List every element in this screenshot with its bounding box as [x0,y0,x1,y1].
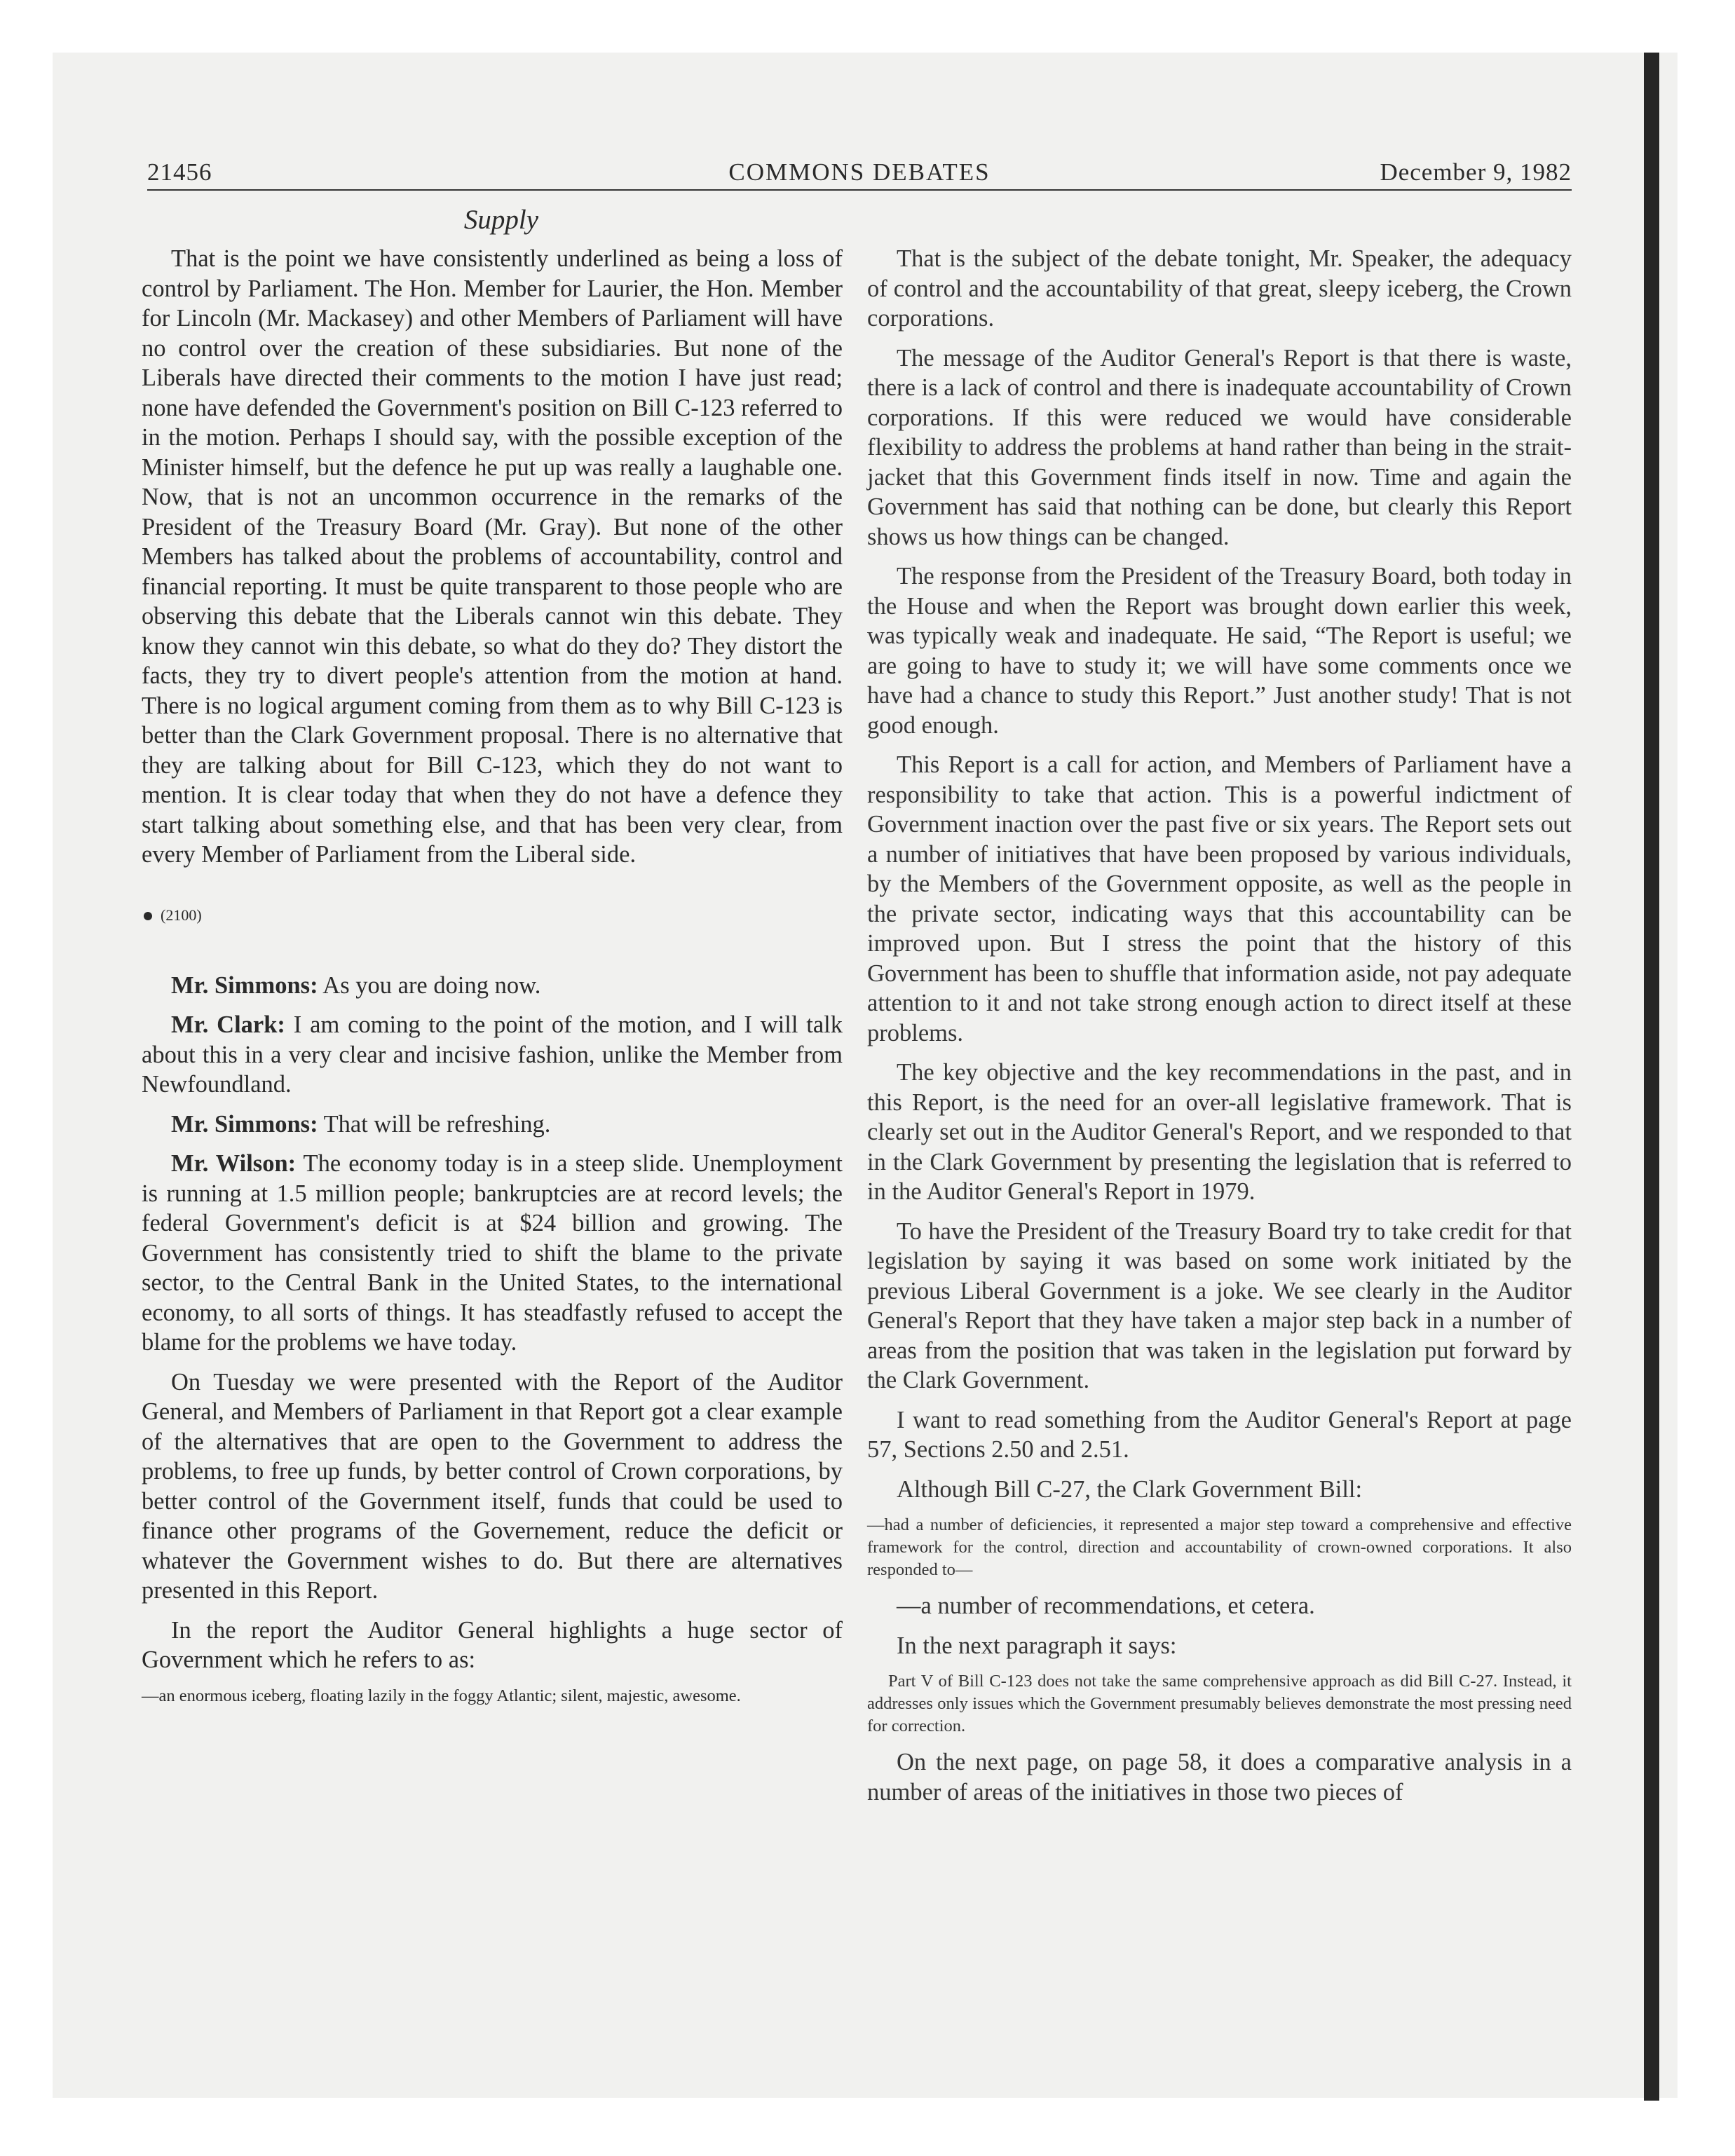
speech-text: I am coming to the point of the motion, and I will talk about this in a very clear and incisive fashion, unlike the Member from Newfoundland. [142,1011,843,1098]
speaker-name: Mr. Wilson: [171,1150,297,1177]
paragraph: The key objective and the key recommendations in the past, and in this Report, is the need for an over-all legislative framework. That is clearly set out in the Auditor General's Report, and we responded to that in the Clark Government by presenting the legislation that is referred to in the Auditor General's Report in 1979. [867,1059,1572,1205]
right-column [867,244,1572,1807]
time-marker-text: (2100) [161,906,202,924]
paragraph: That is the point we have consistently underlined as being a loss of control by Parliament. The Hon. Member for Laurier, the Hon. Member for Lincoln (Mr. Mackasey) and other Members of Parliament will have no control over the creation of these subsidiaries. But none of the Liberals have directed their comments to the motion I have just read; none have defended the Government's position on Bill C-123 referred to in the motion. Perhaps I should say, with the possible exception of the Minister himself, but the defence he put up was really a laughable one. Now, that is not an uncommon occurrence in the remarks of the President of the Treasury Board (Mr. Gray). But none of the other Members has talked about the problems of accountability, control and financial reporting. It must be quite transparent to those people who are observing this debate that the Liberals cannot win this debate. They know they cannot win this debate, so what do they do? They distort the facts, they try to divert people's attention from the motion at hand. There is no logical argument coming from them as to why Bill C-123 is better than the Clark Government proposal. There is no alternative that they are talking about for Bill C-123, which they do not want to mention. It is clear today that when they do not have a defence they start talking about something else, and that has been very clear, from every Member of Parliament from the Liberal side. [142,245,843,868]
speech-text: As you are doing now. [318,971,541,999]
publication-date: December 9, 1982 [1380,158,1572,186]
block-quote: —an enormous iceberg, floating lazily in the foggy Atlantic; silent, majestic, awesome. [142,1686,741,1705]
running-header [147,156,1572,191]
speaker-name: Mr. Simmons: [171,971,318,999]
block-quote: Part V of Bill C-123 does not take the same comprehensive approach as did Bill C-27. Instead, it addresses only issues which the Government presumably believes demonstrate the most pressing need for correction. [867,1672,1572,1735]
paragraph: On Tuesday we were presented with the Report of the Auditor General, and Members of Parliament in that Report got a clear example of the alternatives that are open to the Government to address the problems, to free up funds, by better control of Crown corporations, by better control of the Government itself, funds that could be used to finance other programs of the Governement, reduce the deficit or whatever the Government wishes to do. But there are alternatives presented in this Report. [142,1368,843,1604]
paragraph: In the report the Auditor General highlights a huge sector of Government which he refers to as: [142,1616,843,1673]
speech-simmons [142,1110,843,1140]
speaker-name: Mr. Clark: [171,1011,285,1038]
speech-wilson [142,1149,843,1358]
page-number: 21456 [147,158,212,186]
paragraph: In the next paragraph it says: [897,1632,1177,1659]
paragraph: That is the subject of the debate tonight, Mr. Speaker, the adequacy of control and the accountability of that great, sleepy iceberg, the Crown corporations. [867,245,1572,332]
speaker-name: Mr. Simmons: [171,1110,318,1138]
time-marker [142,905,843,926]
speech-text: That will be refreshing. [318,1110,551,1138]
paragraph: On the next page, on page 58, it does a comparative analysis in a number of areas of the initiatives in those two pieces of [867,1749,1572,1806]
paragraph: To have the President of the Treasury Board try to take credit for that legislation by saying it was based on some work initiated by the previous Liberal Government is a joke. We see clearly in the Auditor General's Report that they have taken a major step back in a number of areas from the position that was taken in the legislation put forward by the Clark Government. [867,1217,1572,1393]
speech-simmons [142,971,843,1001]
left-column [142,244,843,1707]
paragraph: Although Bill C-27, the Clark Government Bill: [897,1475,1363,1503]
section-title: Supply [463,205,539,235]
speech-text: The economy today is in a steep slide. Unemployment is running at 1.5 million people; bankruptcies are at record levels; the federal Government's deficit is at $24 billion and growing. The Government has consistently tried to shift the blame to the private sector, to the Central Bank in the United States, to the international economy, to all sorts of things. It has steadfastly refused to accept the blame for the problems we have today. [142,1150,843,1356]
paragraph: —a number of recommendations, et cetera. [897,1592,1315,1619]
paragraph: The response from the President of the Treasury Board, both today in the House and when the Report was brought down earlier this week, was typically weak and inadequate. He said, “The Report is useful; we are going to have to study it; we will have some comments once we have had a chance to study this Report.” Just another study! That is not good enough. [867,563,1572,739]
publication-title: COMMONS DEBATES [728,158,991,186]
paragraph: This Report is a call for action, and Members of Parliament have a responsibility to take that action. This is a powerful indictment of Government inaction over the past five or six years. The Report sets out a number of initiatives that have been proposed by various individuals, by the Members of the Government opposite, as well as the people in the private sector, indicating ways that this accountability can be improved upon. But I stress the point that the history of this Government has been to shuffle that information aside, not pay adequate attention to it and not take strong enough action to direct itself at these problems. [867,751,1572,1046]
speech-clark [142,1010,843,1100]
paragraph: I want to read something from the Auditor General's Report at page 57, Sections 2.50 and 2.51. [867,1406,1572,1463]
paragraph: The message of the Auditor General's Report is that there is waste, there is a lack of control and there is inadequate accountability of Crown corporations. If this were reduced we would have considerable flexibility to address the problems at hand rather than being in the strait-jacket that this Government finds itself in now. Time and again the Government has said that nothing can be done, but clearly this Report shows us how things can be changed. [867,344,1572,550]
block-quote: —had a number of deficiencies, it represented a major step toward a comprehensive and effective framework for the control, direction and accountability of crown-owned corporations. It also responded to— [867,1515,1572,1579]
bullet-icon [144,912,152,920]
page-edge-shadow [1644,53,1659,2101]
